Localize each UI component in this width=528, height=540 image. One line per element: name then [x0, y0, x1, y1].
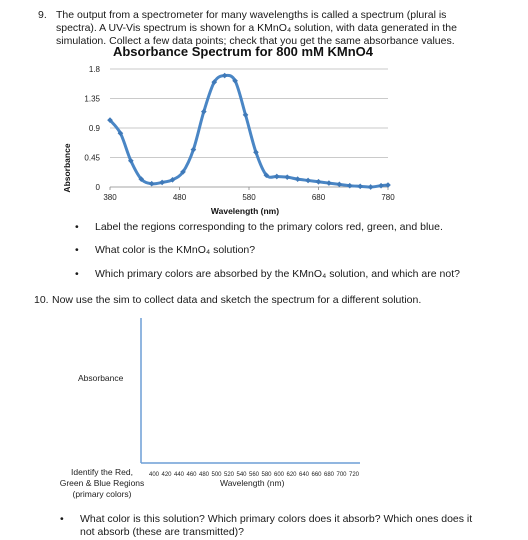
- data-point: [295, 176, 301, 182]
- region-instruction: [40, 467, 164, 500]
- data-point: [305, 178, 311, 184]
- bullet-dot: •: [75, 221, 79, 233]
- bullet-text-line-1: What color is this solution? Which primary colors does it absorb? Which ones does it: [80, 513, 473, 525]
- data-point: [159, 180, 165, 186]
- bullet-item: [75, 244, 256, 257]
- y-tick-label: 0: [95, 183, 100, 192]
- bullet-text-line-2: not absorb (these are transmitted)?: [80, 526, 245, 538]
- sketch-x-tick-label: 520: [223, 472, 235, 478]
- chart-gridlines: [110, 69, 388, 158]
- sketch-x-tick-label: 620: [286, 472, 297, 478]
- data-point: [347, 183, 353, 189]
- bullet-dot: •: [60, 513, 64, 525]
- bullet-item: [75, 268, 460, 281]
- y-tick-label: 1.8: [88, 65, 100, 74]
- x-tick-label: 480: [172, 193, 187, 202]
- question-9-line-2: spectra). A UV-Vis spectrum is shown for a KMnO₄ solution, with data generated in the: [56, 22, 457, 34]
- x-tick-label: 680: [311, 193, 326, 202]
- sketch-x-tick-label: 600: [273, 472, 285, 478]
- chart-tick-labels: [84, 65, 395, 202]
- sketch-x-tick-label: 640: [298, 472, 310, 478]
- sketch-x-tick-label: 540: [236, 472, 247, 478]
- region-instruction-line-1: Identify the Red,: [71, 467, 133, 477]
- chart-x-axis-label: Wavelength (nm): [210, 206, 280, 216]
- bullet-text: Which primary colors are absorbed by the KMnO₄ solution, and which are not?: [95, 268, 460, 280]
- sketch-x-axis-label: Wavelength (nm): [220, 478, 285, 488]
- y-tick-label: 1.35: [84, 94, 100, 104]
- bullet-text: Label the regions corresponding to the primary colors red, green, and blue.: [95, 221, 443, 233]
- bullet-text: What color is the KMnO₄ solution?: [95, 244, 256, 256]
- sketch-x-tick-label: 420: [161, 472, 172, 478]
- question-10-number: 10.: [34, 294, 49, 306]
- bullet-item: [75, 221, 443, 234]
- sketch-x-tick-label: 460: [186, 472, 197, 478]
- data-point: [284, 174, 290, 180]
- question-9-line-3: simulation. Collect a few data points; check that you get the same absorbance values.: [56, 35, 455, 47]
- chart-y-axis-label: Absorbance: [62, 143, 72, 193]
- data-point: [357, 184, 363, 190]
- sketch-x-tick-label: 480: [198, 472, 210, 478]
- sketch-x-tick-label: 680: [323, 472, 335, 478]
- sketch-x-tick-label: 660: [311, 472, 322, 478]
- sketch-x-tick-label: 580: [261, 472, 272, 478]
- data-point: [368, 184, 374, 190]
- absorbance-spectrum-chart: [0, 43, 528, 218]
- sketch-x-tick-label: 560: [248, 472, 260, 478]
- sketch-x-tick-label: 700: [336, 472, 347, 478]
- sketch-x-tick-label: 440: [173, 472, 185, 478]
- x-tick-label: 580: [242, 193, 256, 202]
- y-tick-label: 0.9: [88, 124, 100, 133]
- question-9-line-1: The output from a spectrometer for many wavelengths is called a spectrum (plural is: [56, 9, 447, 21]
- x-tick-label: 780: [381, 193, 395, 202]
- sketch-x-tick-label: 400: [148, 472, 160, 478]
- data-point: [378, 183, 384, 189]
- question-10-text: Now use the sim to collect data and sketch the spectrum for a different solution.: [52, 294, 422, 306]
- data-point: [326, 180, 332, 186]
- data-point: [337, 182, 343, 188]
- y-tick-label: 0.45: [84, 153, 100, 163]
- x-tick-label: 380: [103, 193, 117, 202]
- chart-title: Absorbance Spectrum for 800 mM KMnO4: [112, 44, 374, 59]
- bullet-dot: •: [75, 244, 79, 256]
- data-point: [274, 174, 280, 180]
- data-point: [316, 179, 322, 185]
- data-point: [149, 181, 155, 187]
- sketch-x-tick-label: 720: [348, 472, 360, 478]
- data-point: [222, 73, 228, 79]
- sketch-x-tick-label: 500: [211, 472, 222, 478]
- series-line: [110, 75, 388, 187]
- region-instruction-line-2: Green & Blue Regions: [59, 478, 145, 488]
- region-instruction-line-3: (primary colors): [72, 489, 132, 499]
- question-9-number: 9.: [38, 9, 47, 21]
- bullet-item: [60, 513, 473, 539]
- sketch-y-axis-label: Absorbance: [78, 373, 124, 383]
- chart-axes: [110, 187, 388, 190]
- bullet-dot: •: [75, 268, 79, 280]
